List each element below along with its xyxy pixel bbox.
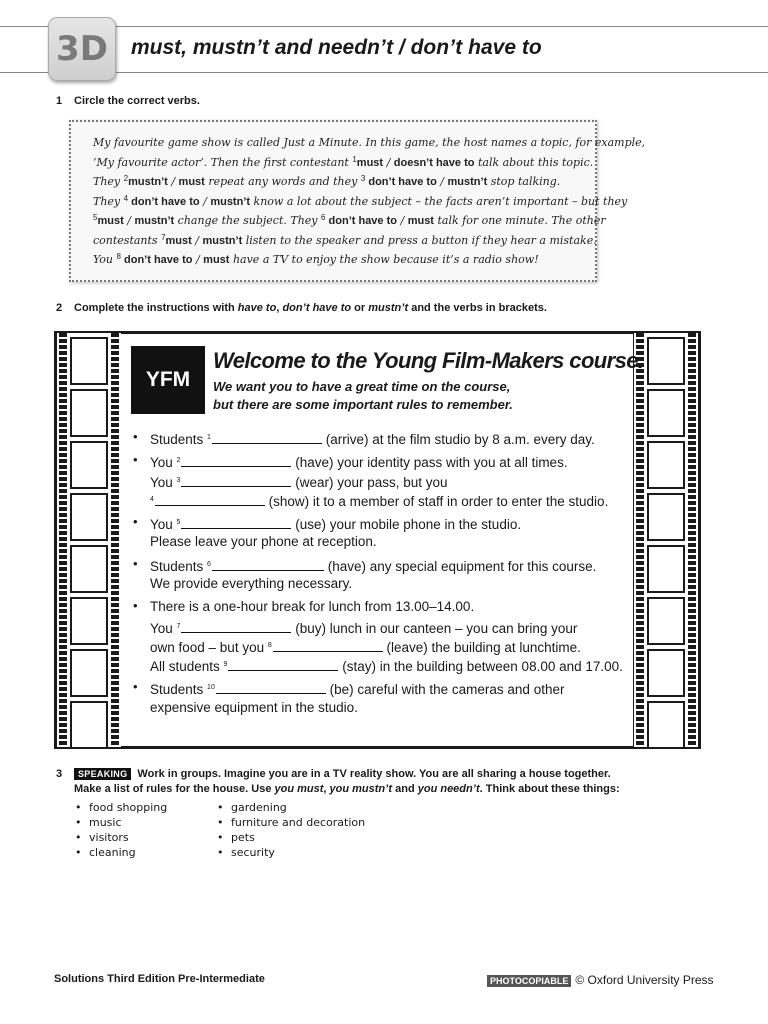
text-segment: My favourite game show is called (93, 136, 284, 149)
text-segment: / (383, 155, 394, 169)
instruction-segment: Make a list of rules for the house. Use (74, 783, 275, 795)
topic-item: • food shopping (89, 801, 167, 814)
sprocket-holes (111, 333, 119, 747)
film-frame (647, 701, 685, 749)
course-subheading-1: We want you to have a great time on the course, (213, 379, 511, 394)
text-line (93, 250, 595, 270)
verb-option: mustn’t (210, 195, 251, 208)
film-frame (647, 597, 685, 645)
film-strip-right (634, 333, 698, 747)
answer-blank[interactable] (216, 682, 326, 694)
target-phrase: you mustn’t (329, 783, 393, 795)
text-segment: contestants (93, 233, 162, 247)
rule-text: There is a one-hour break for lunch from 13.00–14.00. (150, 599, 475, 614)
rule-text: All students (150, 659, 224, 674)
verb-option: must (203, 254, 230, 266)
exercise1-number: 1 (56, 95, 63, 107)
topic-item: • furniture and decoration (231, 816, 365, 829)
rule-line (150, 678, 564, 699)
answer-blank[interactable] (212, 559, 324, 571)
film-frame (647, 493, 685, 541)
rule-text: expensive equipment in the studio. (150, 700, 358, 715)
text-segment: / (191, 233, 203, 247)
topic-item: • pets (231, 831, 255, 844)
answer-blank[interactable] (212, 432, 322, 444)
text-line (93, 211, 606, 231)
verb-option: don’t have to (325, 215, 397, 227)
instruction-segment: . Think about these things: (479, 783, 620, 795)
verb-option: don’t have to (365, 176, 437, 188)
film-frame (647, 389, 685, 437)
gap-number: 7 (176, 623, 181, 630)
answer-blank[interactable] (228, 659, 338, 671)
rule-line (150, 698, 358, 717)
sprocket-holes (59, 333, 67, 747)
target-phrase: mustn’t (368, 302, 409, 314)
rule-text: (be) careful with the cameras and other (325, 682, 565, 697)
rule-text: Students (150, 559, 208, 574)
text-segment: repeat any words and they (204, 175, 361, 188)
verb-option: must (178, 176, 205, 188)
rule-line (150, 490, 608, 511)
rule-text: Please leave your phone at reception. (150, 534, 377, 549)
film-frame (70, 701, 108, 749)
rule-text: (wear) your pass, but you (291, 475, 448, 490)
bullet: • (133, 679, 138, 694)
rule-text: You (150, 517, 177, 532)
film-frame (70, 441, 108, 489)
rule-text: (show) it to a member of staff in order to enter the studio. (264, 494, 609, 509)
rule-line (150, 471, 448, 492)
film-frame (647, 545, 685, 593)
answer-blank[interactable] (273, 640, 383, 652)
text-segment: know a lot about the subject – the facts aren’t important – but they (250, 194, 628, 208)
gap-number: 6 (321, 213, 326, 222)
verb-option: must (356, 156, 384, 169)
bullet: • (133, 514, 138, 529)
instruction-segment: Complete the instructions with (74, 302, 238, 314)
text-segment: listen to the speaker and press a button if they hear a mistake. (242, 233, 597, 247)
speaking-label: SPEAKING (74, 768, 131, 780)
exercise1-instruction: Circle the correct verbs. (74, 95, 200, 107)
verb-option: mustn’t (128, 176, 168, 188)
text-segment: / (396, 214, 408, 227)
gap-number: 4 (123, 193, 129, 203)
film-frame (70, 545, 108, 593)
verb-option: mustn’t (447, 176, 488, 188)
rule-line (150, 574, 352, 593)
footer-title: Solutions Third Edition Pre-Intermediate (54, 973, 265, 985)
rule-line (150, 555, 596, 576)
instruction-segment: , (323, 783, 330, 795)
topic-item: • visitors (89, 831, 129, 844)
photocopiable-label: PHOTOCOPIABLE (487, 975, 571, 987)
answer-blank[interactable] (181, 455, 291, 467)
gap-number: 6 (207, 561, 211, 568)
film-frame (647, 649, 685, 697)
rule-line (150, 532, 377, 551)
film-frame (70, 649, 108, 697)
verb-option: don’t have to (120, 254, 193, 266)
gap-number: 3 (176, 477, 181, 484)
show-name: Just a Minute (283, 136, 359, 149)
footer-copyright (487, 973, 714, 987)
rule-line (150, 636, 581, 657)
text-segment: ‘My favourite actor’. Then the first contestant (93, 155, 353, 169)
verb-option: don’t have to (128, 195, 200, 208)
bullet: • (133, 556, 138, 571)
rule-line (150, 451, 568, 472)
rule-text: (have) any special equipment for this course. (323, 559, 597, 574)
exercise2-number: 2 (56, 302, 63, 314)
text-line (93, 153, 595, 173)
gap-number: 8 (267, 642, 272, 649)
rule-text: (arrive) at the film studio by 8 a.m. every day. (321, 432, 595, 447)
gap-number: 9 (223, 661, 228, 668)
rule-text: own food – but you (150, 640, 268, 655)
verb-option: mustn’t (202, 234, 243, 247)
rule-line (150, 617, 577, 638)
verb-option: must (97, 215, 124, 227)
rule-line (150, 597, 474, 616)
bullet: • (133, 452, 138, 467)
answer-blank[interactable] (181, 517, 291, 529)
rule-text: (have) your identity pass with you at all times. (291, 455, 568, 470)
rule-text: Students (150, 432, 208, 447)
rule-text: You (150, 455, 177, 470)
text-segment: talk about this topic. (474, 155, 594, 169)
bullet: • (133, 429, 138, 444)
yfm-logo: YFM (131, 346, 205, 414)
text-line (93, 192, 628, 212)
instruction-segment: and the verbs in brackets. (408, 302, 547, 314)
gap-number: 2 (123, 174, 129, 183)
gap-number: 8 (116, 252, 121, 261)
rule-line (150, 655, 623, 676)
sprocket-holes (688, 333, 696, 747)
page-title: must, mustn’t and needn’t / don’t have to (131, 36, 542, 59)
text-line (93, 133, 646, 153)
text-segment: You (93, 253, 117, 266)
rule-text: We provide everything necessary. (150, 576, 353, 591)
rule-text: You (150, 475, 177, 490)
exercise2-instruction (74, 302, 547, 314)
answer-blank[interactable] (155, 494, 265, 506)
verb-option: mustn’t (134, 215, 175, 227)
instruction-segment: or (351, 302, 369, 314)
answer-blank[interactable] (181, 475, 291, 487)
exercise3-number: 3 (56, 768, 63, 780)
text-segment: talk for one minute. The other (433, 214, 606, 227)
topic-item: • cleaning (89, 846, 136, 859)
text-segment: They (93, 175, 124, 188)
instruction-segment: and (392, 783, 418, 795)
bullet: • (133, 598, 138, 613)
rule-line (150, 513, 521, 534)
film-frame (647, 441, 685, 489)
text-segment: stop talking. (487, 175, 561, 188)
text-line (93, 172, 595, 192)
instruction-segment: , (276, 302, 283, 314)
gap-number: 4 (150, 496, 154, 503)
film-frame (70, 597, 108, 645)
gap-number: 1 (207, 434, 211, 441)
text-segment: / (436, 175, 448, 188)
publisher: © Oxford University Press (575, 973, 714, 987)
text-segment: / (199, 194, 211, 208)
verb-option: must (407, 215, 434, 227)
text-segment: have a TV to enjoy the show because it’s a radio show! (229, 253, 539, 266)
course-heading: Welcome to the Young Film-Makers course. (213, 348, 644, 373)
exercise3-instruction-text: Work in groups. Imagine you are in a TV reality show. You are all sharing a house together. (137, 768, 611, 780)
target-phrase: don’t have to (282, 302, 352, 314)
gap-number: 5 (93, 213, 98, 222)
rule-text: (leave) the building at lunchtime. (382, 640, 581, 655)
text-segment: change the subject. They (174, 214, 322, 227)
target-phrase: you needn’t (417, 783, 480, 795)
rule-text: (use) your mobile phone in the studio. (291, 517, 522, 532)
rule-text: You (150, 621, 177, 636)
topic-item: • security (231, 846, 275, 859)
gap-number: 2 (176, 457, 181, 464)
text-line (93, 231, 595, 251)
film-frame (70, 389, 108, 437)
exercise3-instruction-line2 (74, 783, 620, 795)
text-segment: . In this game, the host names a topic, for example, (358, 136, 646, 149)
gap-number: 10 (207, 684, 215, 691)
gap-number: 3 (360, 174, 366, 183)
film-frame (70, 337, 108, 385)
film-frame (647, 337, 685, 385)
target-phrase: have to (237, 302, 277, 314)
unit-badge: 3D (48, 17, 116, 81)
rule-text: (stay) in the building between 08.00 and 17.00. (338, 659, 623, 674)
gap-number: 1 (352, 154, 357, 164)
exercise3-instruction-line1 (74, 768, 611, 780)
film-frame (70, 493, 108, 541)
gap-number: 5 (176, 519, 181, 526)
rule-text: Students (150, 682, 208, 697)
verb-option: doesn’t have to (393, 156, 475, 169)
sprocket-holes (636, 333, 644, 747)
rule-text: (buy) lunch in our canteen – you can bring your (291, 621, 578, 636)
verb-option: must (165, 234, 192, 247)
text-segment: / (123, 214, 135, 227)
target-phrase: you must (274, 783, 324, 795)
topic-item: • gardening (231, 801, 287, 814)
text-segment: They (93, 194, 124, 208)
rule-line (150, 428, 595, 449)
gap-number: 7 (161, 232, 166, 242)
text-segment: / (167, 175, 179, 188)
answer-blank[interactable] (181, 621, 291, 633)
text-segment: / (192, 253, 204, 266)
film-strip-left (57, 333, 121, 747)
course-subheading-2: but there are some important rules to remember. (213, 397, 513, 412)
exercise1-text-box (69, 120, 646, 282)
topic-item: • music (89, 816, 122, 829)
